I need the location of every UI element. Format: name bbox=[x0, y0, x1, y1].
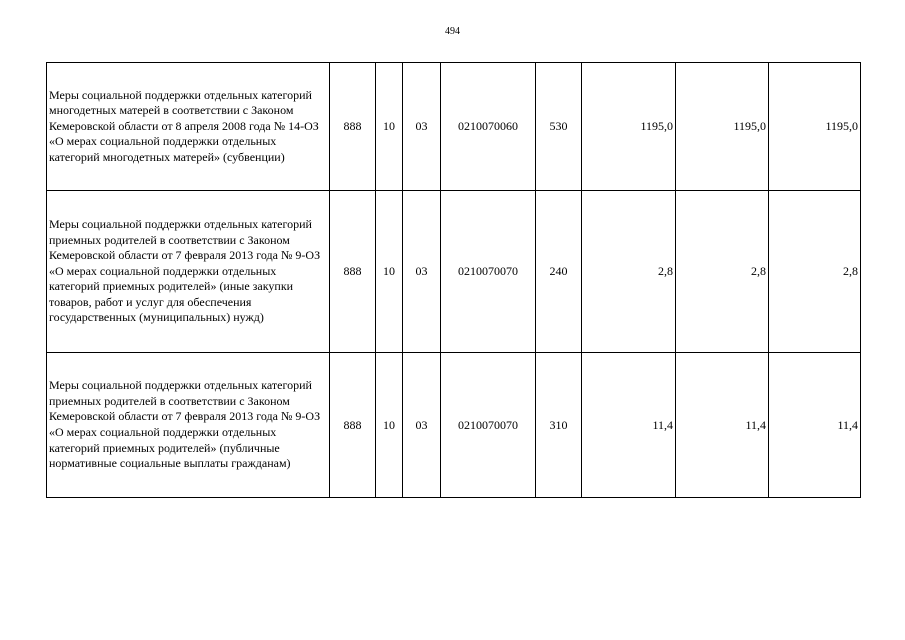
table-row bbox=[47, 63, 861, 191]
table-row bbox=[47, 191, 861, 353]
target-article-code: 0210070070 bbox=[441, 191, 536, 353]
page-number: 494 bbox=[445, 26, 460, 37]
budget-table bbox=[46, 62, 861, 498]
amount-cell: 11,4 bbox=[582, 353, 676, 498]
amount-cell: 2,8 bbox=[676, 191, 769, 353]
expense-type-code: 240 bbox=[536, 191, 582, 353]
section-code: 10 bbox=[376, 353, 403, 498]
amount-cell: 1195,0 bbox=[769, 63, 861, 191]
ministry-code: 888 bbox=[330, 353, 376, 498]
row-description: Меры социальной поддержки отдельных категорий многодетных матерей в соответствии с Законом Кемеровской области от 8 апреля 2008 года № 14-ОЗ «О мерах социальной поддержки отдельных категорий многодетных матерей» (субвенции) bbox=[47, 63, 330, 191]
subsection-code: 03 bbox=[403, 63, 441, 191]
section-code: 10 bbox=[376, 63, 403, 191]
amount-cell: 1195,0 bbox=[676, 63, 769, 191]
subsection-code: 03 bbox=[403, 191, 441, 353]
target-article-code: 0210070070 bbox=[441, 353, 536, 498]
target-article-code: 0210070060 bbox=[441, 63, 536, 191]
amount-cell: 2,8 bbox=[769, 191, 861, 353]
amount-cell: 2,8 bbox=[582, 191, 676, 353]
section-code: 10 bbox=[376, 191, 403, 353]
row-description: Меры социальной поддержки отдельных категорий приемных родителей в соответствии с Законом Кемеровской области от 7 февраля 2013 года № 9-ОЗ «О мерах социальной поддержки отдельных категорий приемных родителей» (публичные нормативные социальные выплаты гражданам) bbox=[47, 353, 330, 498]
amount-cell: 11,4 bbox=[769, 353, 861, 498]
expense-type-code: 310 bbox=[536, 353, 582, 498]
row-description: Меры социальной поддержки отдельных категорий приемных родителей в соответствии с Законом Кемеровской области от 7 февраля 2013 года № 9-ОЗ «О мерах социальной поддержки отдельных категорий приемных родителей» (иные закупки товаров, работ и услуг для обеспечения государственных (муниципальных) нужд) bbox=[47, 191, 330, 353]
amount-cell: 1195,0 bbox=[582, 63, 676, 191]
subsection-code: 03 bbox=[403, 353, 441, 498]
amount-cell: 11,4 bbox=[676, 353, 769, 498]
table-row bbox=[47, 353, 861, 498]
expense-type-code: 530 bbox=[536, 63, 582, 191]
ministry-code: 888 bbox=[330, 63, 376, 191]
ministry-code: 888 bbox=[330, 191, 376, 353]
